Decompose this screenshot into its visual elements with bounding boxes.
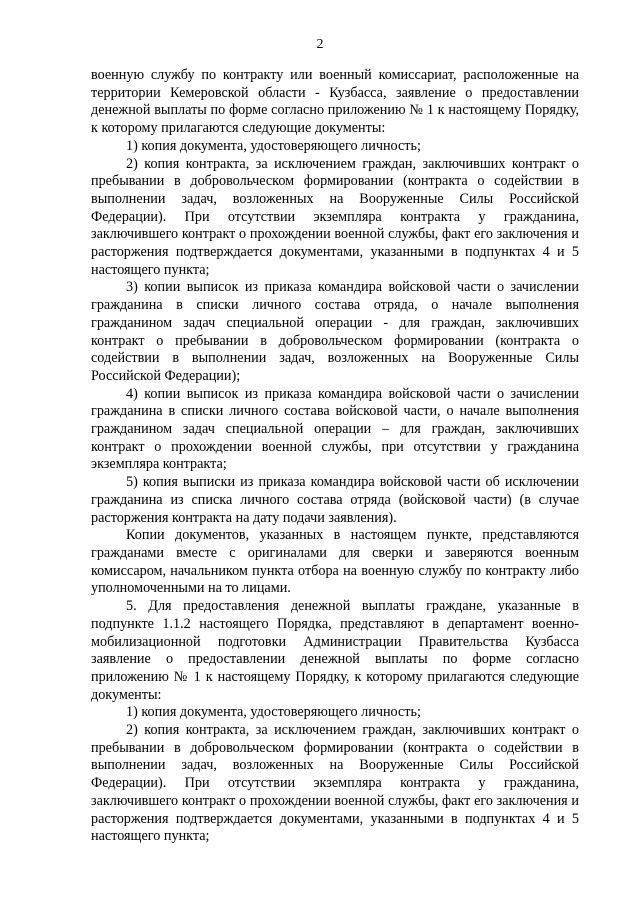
paragraph-continuation: военную службу по контракту или военный комиссариат, расположенные на территории Кемеровской области - Кузбасса, заявление о предоставлении денежной выплаты по форме согласно приложению № 1 к настоящему Порядку, к которому прилагаются следующие документы: — [91, 67, 579, 137]
list-item-4: 4) копии выписок из приказа командира войсковой части о зачислении гражданина в списки личного состава войсковой части, о начале выполнения гражданином задач специальной операции – для граждан, заключивших контракт о прохождении военной службы, при отсутствии у гражданина экземпляра контракта; — [91, 385, 579, 473]
list-item-2: 2) копия контракта, за исключением граждан, заключивших контракт о пребывании в добровольческом формировании (контракта о содействии в выполнении задач, возложенных на Вооруженные Силы Российской Федерации). При отсутствии экземпляра контракта у гражданина, заключившего контракт о прохождении военной службы, факт его заключения и расторжения подтверждается документами, указанными в подпунктах 4 и 5 настоящего пункта; — [91, 155, 579, 278]
list-item-2b: 2) копия контракта, за исключением граждан, заключивших контракт о пребывании в добровольческом формировании (контракта о содействии в выполнении задач, возложенных на Вооруженные Силы Российской Федерации). При отсутствии экземпляра контракта у гражданина, заключившего контракт о прохождении военной службы, факт его заключения и расторжения подтверждается документами, указанными в подпунктах 4 и 5 настоящего пункта; — [91, 722, 579, 845]
paragraph-section-5: 5. Для предоставления денежной выплаты граждане, указанные в подпункте 1.1.2 настоящего Порядка, представляют в департамент военно-мобилизационной подготовки Администрации Правительства Кузбасса заявление о предоставлении денежной выплаты по форме согласно приложению № 1 к настоящему Порядку, к которому прилагаются следующие документы: — [91, 598, 579, 703]
document-body — [91, 67, 579, 846]
list-item-3: 3) копии выписок из приказа командира войсковой части о зачислении гражданина в списки личного состава отряда, о начале выполнения гражданином задач специальной операции - для граждан, заключивших контракт о пребывании в добровольческом формировании (контракта о содействии в выполнении задач, возложенных на Вооруженные Силы Российской Федерации); — [91, 279, 579, 384]
paragraph-copies-note: Копии документов, указанных в настоящем пункте, представляются гражданами вместе с оригиналами для сверки и заверяются военным комиссаром, начальником пункта отбора на военную службу по контракту либо уполномоченными на то лицами. — [91, 527, 579, 597]
list-item-1: 1) копия документа, удостоверяющего личность; — [126, 137, 421, 154]
list-item-5: 5) копия выписки из приказа командира войсковой части об исключении гражданина из списка личного состава отряда (войсковой части) (в случае расторжения контракта на дату подачи заявления). — [91, 474, 579, 526]
page-number: 2 — [316, 37, 324, 52]
list-item-1b: 1) копия документа, удостоверяющего личность; — [126, 704, 421, 721]
